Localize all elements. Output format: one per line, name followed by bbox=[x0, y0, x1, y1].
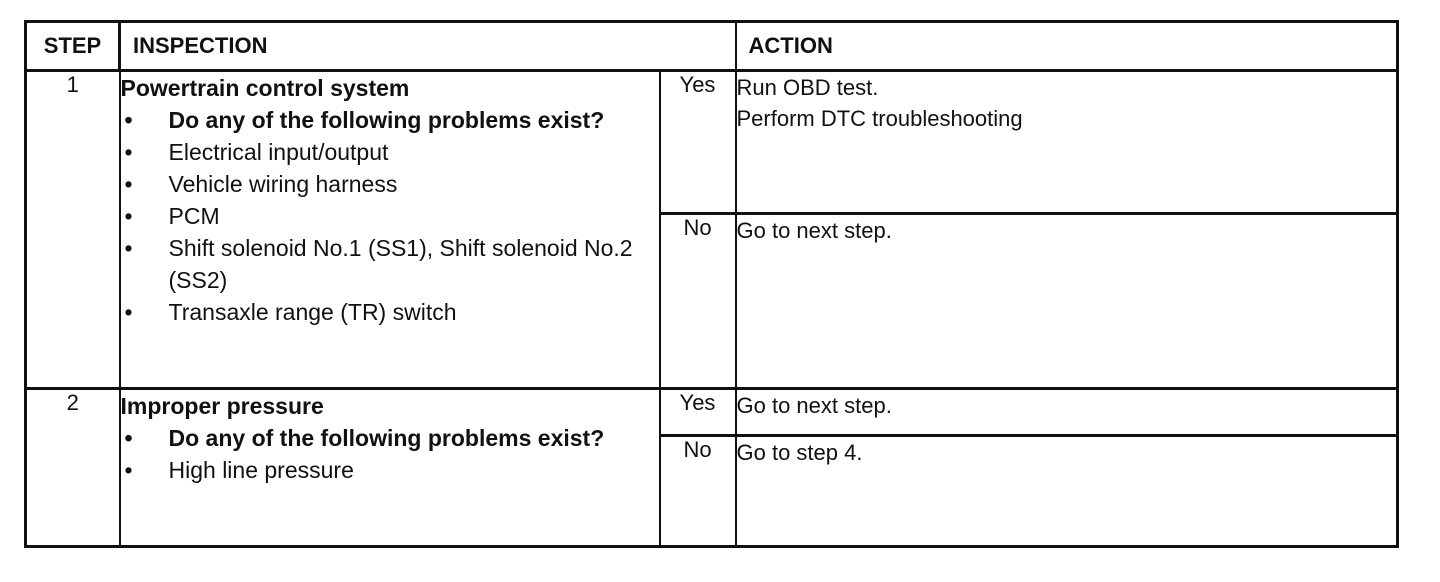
no-action-cell bbox=[736, 436, 1398, 547]
inspection-item: • PCM bbox=[121, 200, 659, 232]
inspection-item: • Transaxle range (TR) switch bbox=[121, 296, 659, 328]
inspection-title: Powertrain control system bbox=[120, 75, 410, 101]
troubleshooting-table bbox=[24, 20, 1399, 548]
inspection-cell bbox=[120, 389, 660, 547]
inspection-cell bbox=[120, 71, 660, 389]
step-2-yes-row bbox=[26, 389, 1398, 436]
step-header: STEP bbox=[26, 22, 120, 71]
action-line: Go to step 4. bbox=[736, 440, 863, 465]
no-action-cell bbox=[736, 214, 1398, 389]
yes-label: Yes bbox=[660, 71, 736, 214]
action-line: Perform DTC troubleshooting bbox=[736, 106, 1023, 131]
step-number: 1 bbox=[26, 71, 120, 389]
inspection-item: • Shift solenoid No.1 (SS1), Shift solenoid No.2 (SS2) bbox=[121, 232, 659, 296]
action-line: Go to next step. bbox=[736, 218, 892, 243]
action-header: ACTION bbox=[736, 22, 1398, 71]
inspection-question: • Do any of the following problems exist? bbox=[121, 104, 659, 136]
inspection-header: INSPECTION bbox=[120, 22, 736, 71]
inspection-item: • Electrical input/output bbox=[121, 136, 659, 168]
inspection-list bbox=[121, 422, 659, 486]
no-label: No bbox=[660, 436, 736, 547]
inspection-list bbox=[121, 104, 659, 328]
step-1-yes-row bbox=[26, 71, 1398, 214]
no-label: No bbox=[660, 214, 736, 389]
action-line: Run OBD test. bbox=[736, 75, 879, 100]
inspection-title: Improper pressure bbox=[120, 393, 324, 419]
troubleshooting-page bbox=[24, 20, 1396, 548]
action-line: Go to next step. bbox=[736, 393, 892, 418]
inspection-item: • High line pressure bbox=[121, 454, 659, 486]
yes-label: Yes bbox=[660, 389, 736, 436]
yes-action-cell bbox=[736, 389, 1398, 436]
step-number: 2 bbox=[26, 389, 120, 547]
inspection-item: • Vehicle wiring harness bbox=[121, 168, 659, 200]
inspection-question: • Do any of the following problems exist? bbox=[121, 422, 659, 454]
yes-action-cell bbox=[736, 71, 1398, 214]
header-row bbox=[26, 22, 1398, 71]
